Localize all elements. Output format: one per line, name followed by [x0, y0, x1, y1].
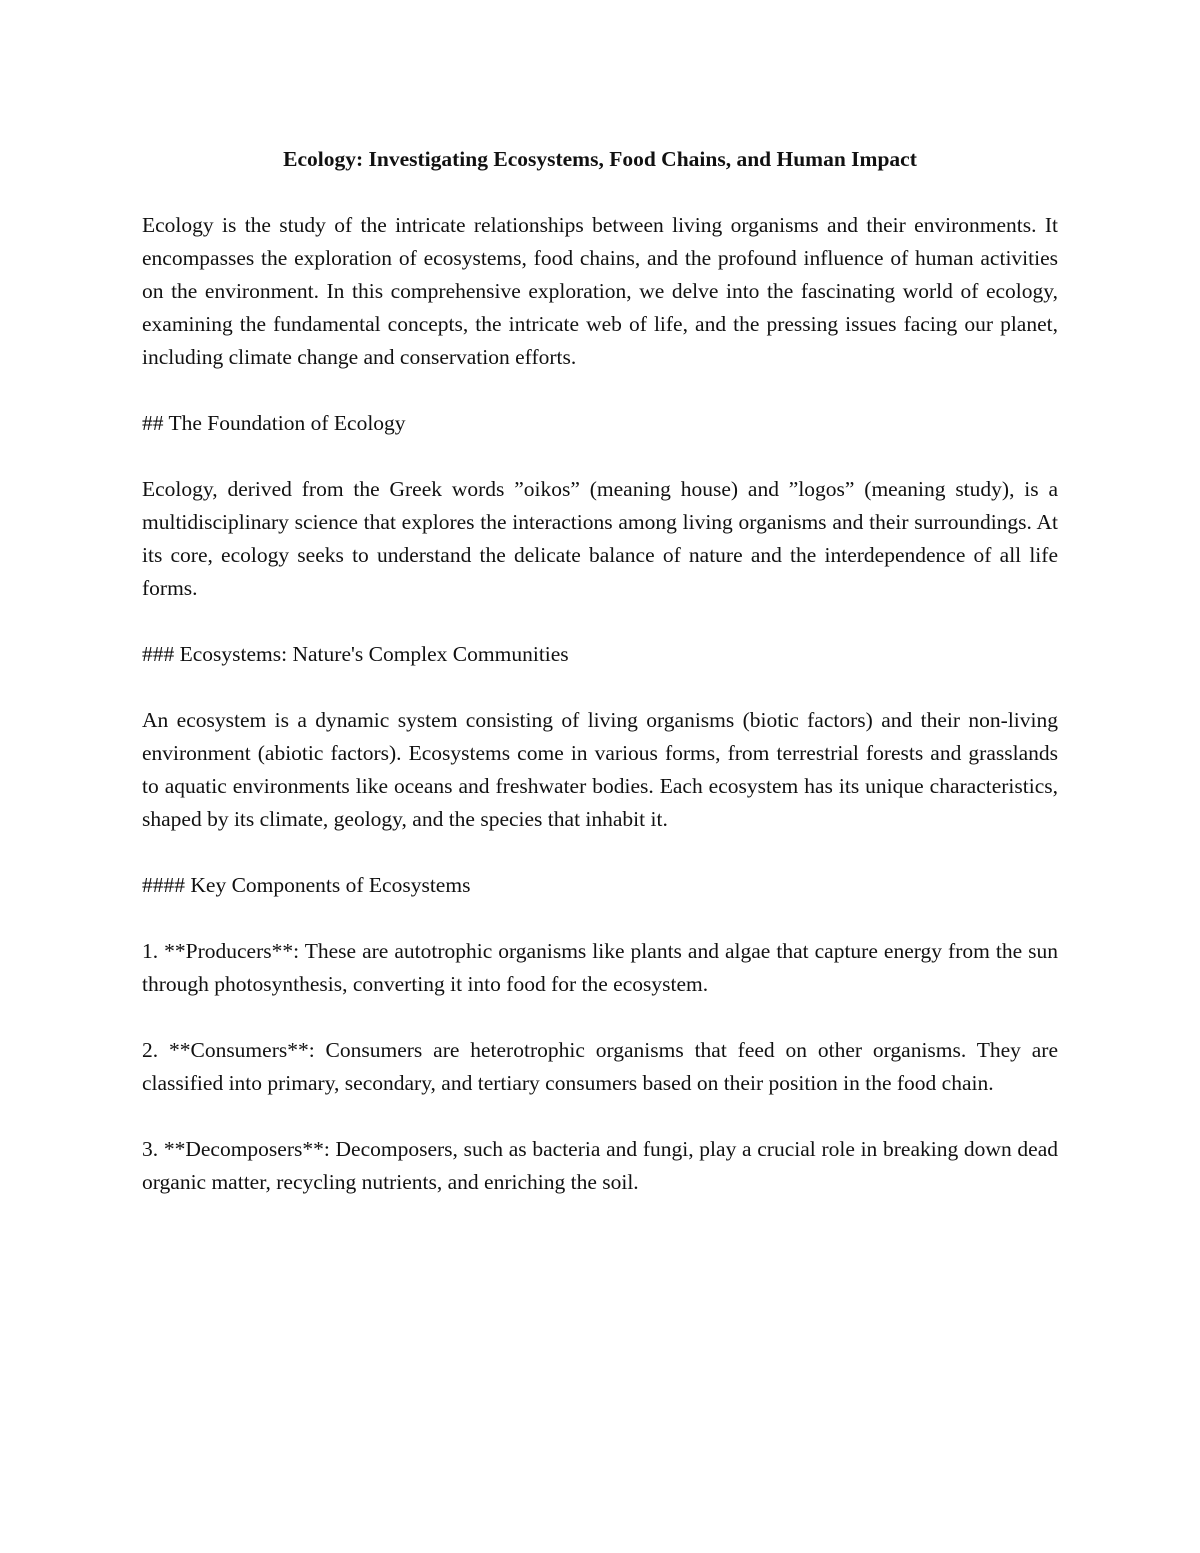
- ecosystems-paragraph: An ecosystem is a dynamic system consisting of living organisms (biotic factors) and their non-living environment (abiotic factors). Ecosystems come in various forms, from terrestrial forests and grasslands to aquatic environments like oceans and freshwater bodies. Each ecosystem has its unique characteristics, shaped by its climate, geology, and the species that inhabit it.: [142, 708, 1058, 831]
- foundation-paragraph: Ecology, derived from the Greek words ”oikos” (meaning house) and ”logos” (meaning study), is a multidisciplinary science that explores the interactions among living organisms and their surroundings. At its core, ecology seeks to understand the delicate balance of nature and the interdependence of all life forms.: [142, 477, 1058, 600]
- intro-paragraph: Ecology is the study of the intricate relationships between living organisms and their environments. It encompasses the exploration of ecosystems, food chains, and the profound influence of human activities on the environment. In this comprehensive exploration, we delve into the fascinating world of ecology, examining the fundamental concepts, the intricate web of life, and the pressing issues facing our planet, including climate change and conservation efforts.: [142, 213, 1058, 369]
- list-item-consumers: 2. **Consumers**: Consumers are heterotrophic organisms that feed on other organisms. They are classified into primary, secondary, and tertiary consumers based on their position in the food chain.: [142, 1038, 1058, 1095]
- list-item-producers: 1. **Producers**: These are autotrophic organisms like plants and algae that capture energy from the sun through photosynthesis, converting it into food for the ecosystem.: [142, 939, 1058, 996]
- heading-key-components: #### Key Components of Ecosystems: [142, 873, 471, 897]
- list-item-decomposers: 3. **Decomposers**: Decomposers, such as bacteria and fungi, play a crucial role in breaking down dead organic matter, recycling nutrients, and enriching the soil.: [142, 1137, 1058, 1194]
- document-title: Ecology: Investigating Ecosystems, Food Chains, and Human Impact: [283, 147, 917, 171]
- heading-ecosystems: ### Ecosystems: Nature's Complex Communities: [142, 642, 569, 666]
- heading-foundation: ## The Foundation of Ecology: [142, 411, 406, 435]
